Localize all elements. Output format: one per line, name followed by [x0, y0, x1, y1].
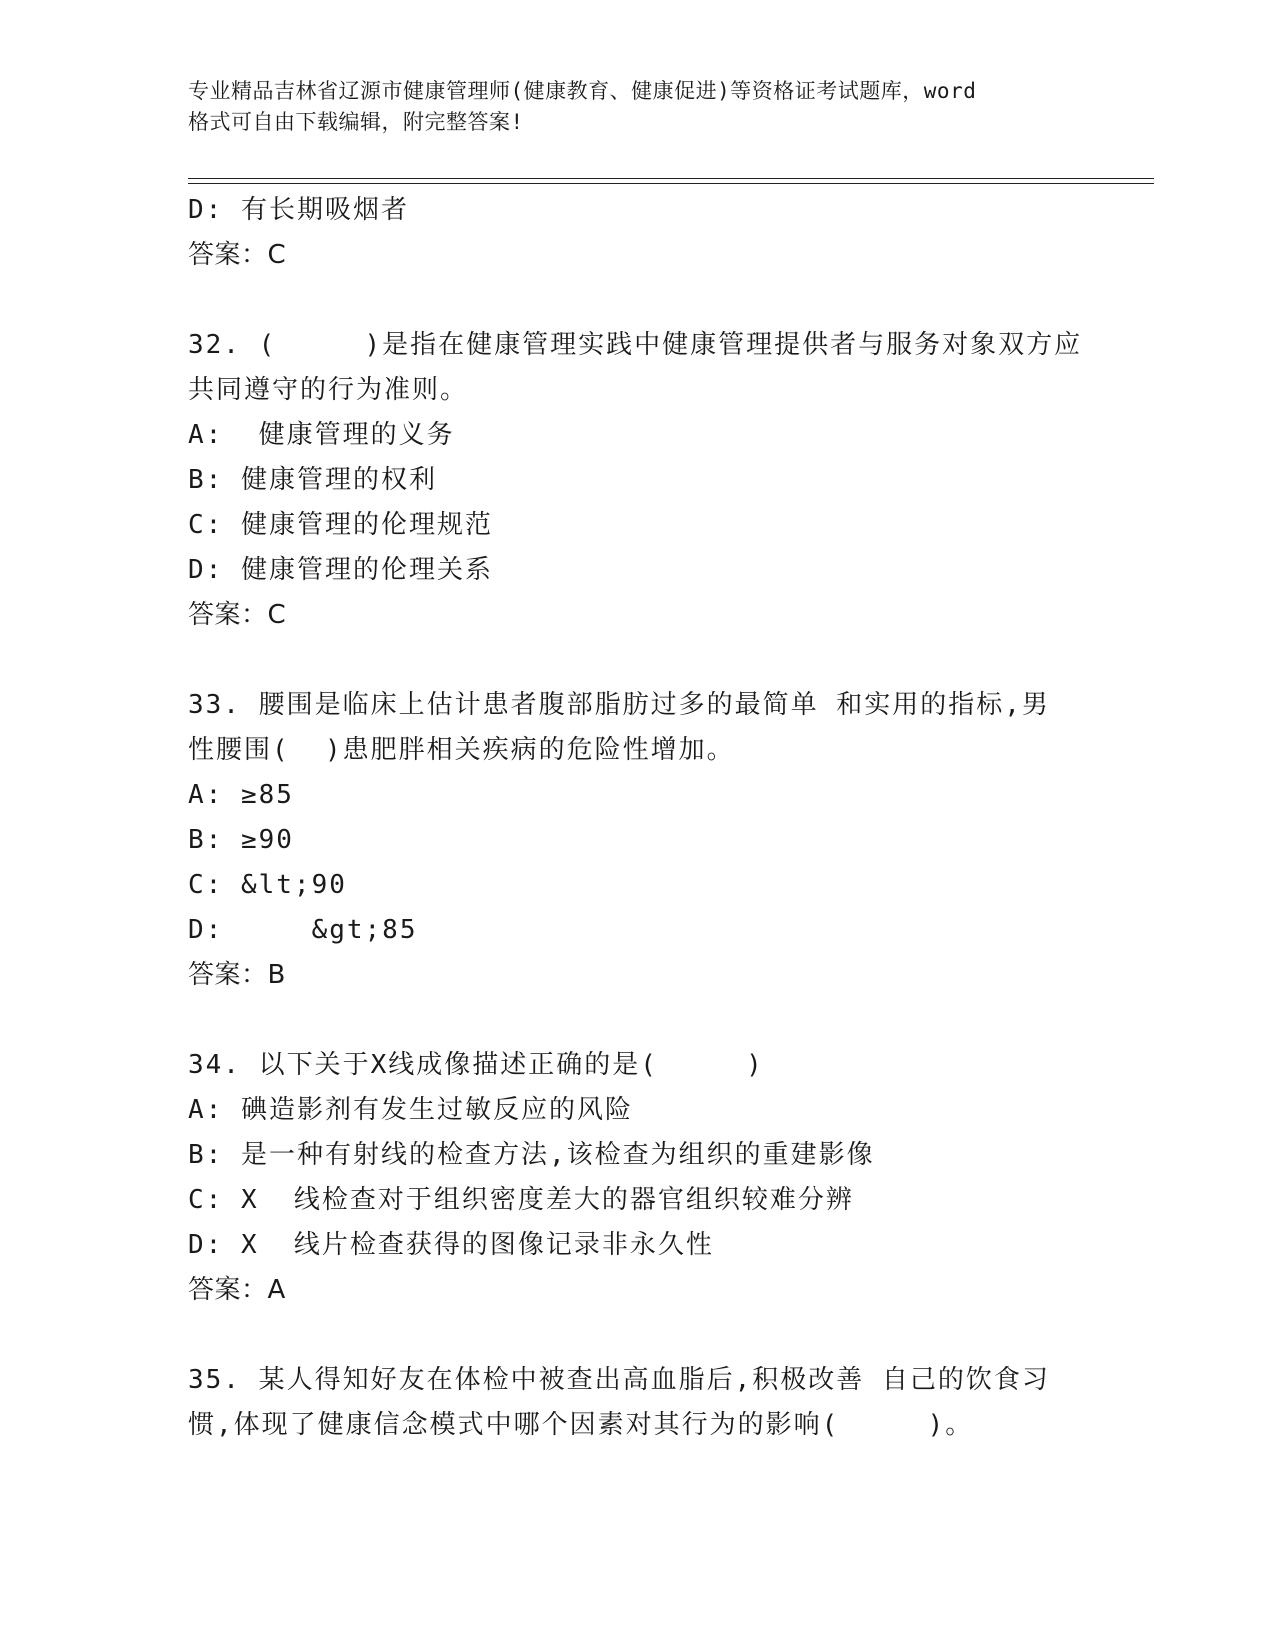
question-stem-line: 共同遵守的行为准则。 — [188, 375, 469, 405]
answer-line: 答案：A — [188, 1275, 286, 1305]
spacer — [188, 1313, 1088, 1358]
header-line-2: 格式可自由下载编辑，附完整答案! — [188, 110, 524, 134]
question-32 — [188, 323, 1088, 638]
question-34 — [188, 1043, 1088, 1313]
question-content — [188, 188, 1088, 1448]
option-b: B: ≥90 — [188, 825, 294, 855]
option-b: B: 是一种有射线的检查方法,该检查为组织的重建影像 — [188, 1140, 875, 1170]
option-b: B: 健康管理的权利 — [188, 465, 437, 495]
question-stem-line: 32. ( )是指在健康管理实践中健康管理提供者与服务对象双方应 — [188, 330, 1083, 360]
option-c: C: X 线检查对于组织密度差大的器官组织较难分辨 — [188, 1185, 854, 1215]
option-c: C: &lt;90 — [188, 870, 347, 900]
question-33 — [188, 683, 1088, 998]
spacer — [188, 638, 1088, 683]
header-rule-top — [188, 178, 1154, 179]
question-31-tail — [188, 188, 1088, 278]
question-stem-line: 性腰围( )患肥胖相关疾病的危险性增加。 — [188, 735, 735, 765]
option-d: D: 健康管理的伦理关系 — [188, 555, 493, 585]
question-35 — [188, 1358, 1088, 1448]
question-stem-line: 惯,体现了健康信念模式中哪个因素对其行为的影响( )。 — [188, 1410, 974, 1440]
spacer — [188, 278, 1088, 323]
option-a: A: ≥85 — [188, 780, 294, 810]
answer-line: 答案：C — [188, 240, 287, 270]
option-d: D: 有长期吸烟者 — [188, 195, 409, 225]
header-rule-bottom — [188, 183, 1154, 184]
question-stem-line: 33. 腰围是临床上估计患者腹部脂肪过多的最简单 和实用的指标,男 — [188, 690, 1050, 720]
header-line-1: 专业精品吉林省辽源市健康管理师(健康教育、健康促进)等资格证考试题库，word — [188, 79, 977, 103]
option-d: D: X 线片检查获得的图像记录非永久性 — [188, 1230, 714, 1260]
option-a: A: 健康管理的义务 — [188, 420, 455, 450]
question-stem-line: 35. 某人得知好友在体检中被查出高血脂后,积极改善 自己的饮食习 — [188, 1365, 1050, 1395]
answer-line: 答案：B — [188, 960, 286, 990]
option-c: C: 健康管理的伦理规范 — [188, 510, 493, 540]
page-header — [188, 76, 1088, 138]
spacer — [188, 998, 1088, 1043]
option-a: A: 碘造影剂有发生过敏反应的风险 — [188, 1095, 633, 1125]
answer-line: 答案：C — [188, 600, 287, 630]
question-stem-line: 34. 以下关于X线成像描述正确的是( ) — [188, 1050, 764, 1080]
option-d: D: &gt;85 — [188, 915, 418, 945]
